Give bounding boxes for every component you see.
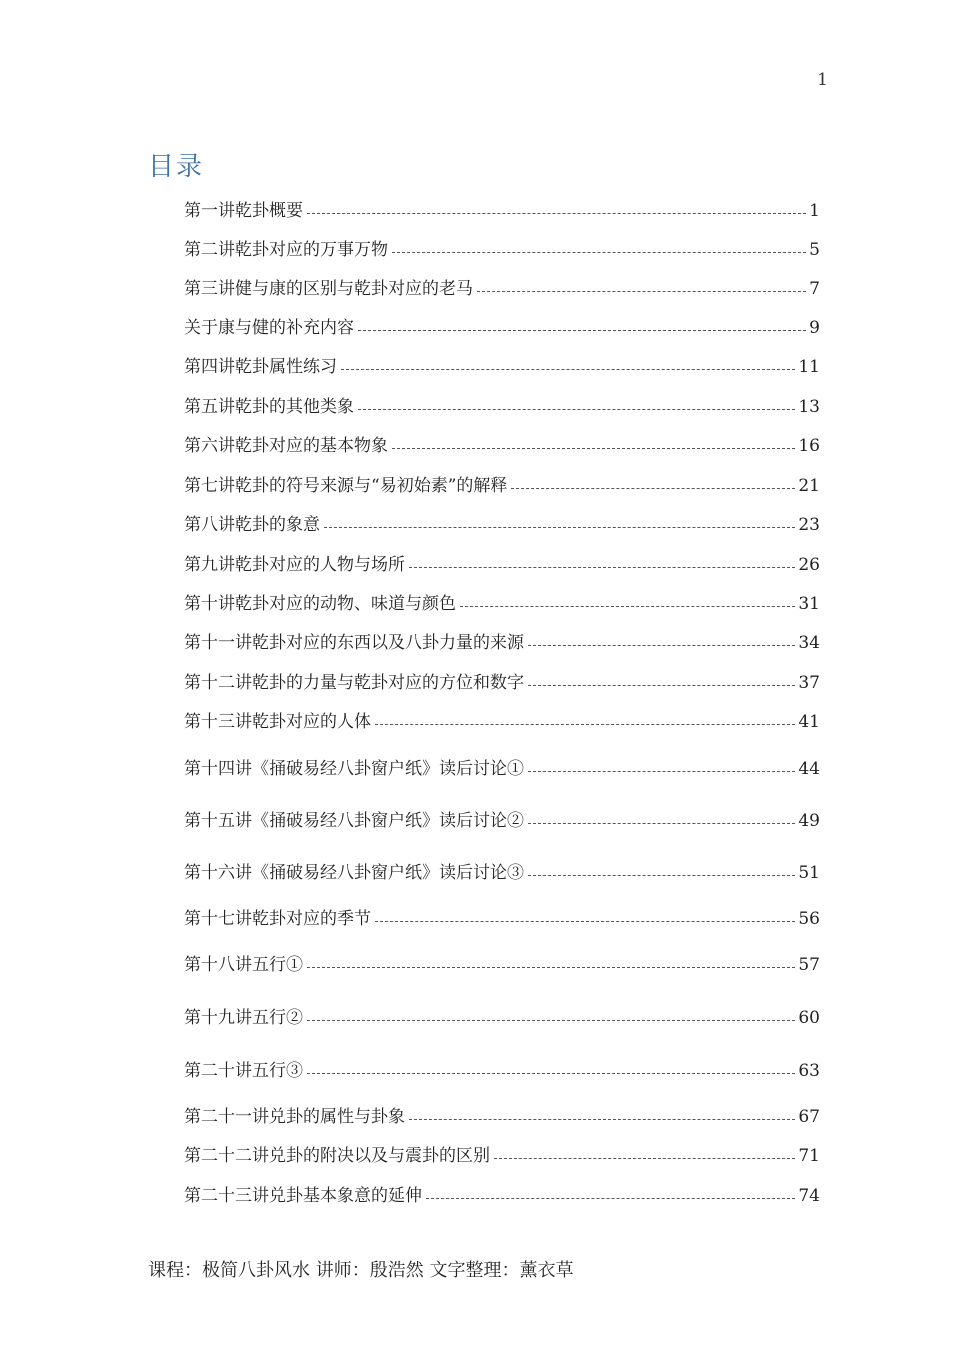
toc-entry-title: 第六讲乾卦对应的基本物象 (184, 436, 388, 456)
toc-dot-leader (528, 685, 795, 686)
toc-entry[interactable] (184, 1181, 820, 1207)
page-number: 1 (817, 70, 828, 90)
toc-entry[interactable] (184, 628, 820, 654)
toc-entry-title: 第一讲乾卦概要 (184, 201, 303, 221)
toc-entry[interactable] (184, 707, 820, 733)
toc-entry[interactable] (184, 471, 820, 497)
toc-entry-page-number: 51 (798, 863, 820, 883)
toc-dot-leader (324, 527, 795, 528)
toc-entry-page-number: 49 (798, 811, 820, 831)
toc-dot-leader (375, 921, 795, 922)
toc-entry-page-number: 71 (798, 1146, 820, 1166)
toc-dot-leader (307, 1073, 795, 1074)
toc-entry-page-number: 74 (798, 1186, 820, 1206)
toc-entry-title: 第八讲乾卦的象意 (184, 515, 320, 535)
toc-entry-page-number: 5 (809, 240, 820, 260)
toc-entry-title: 第十一讲乾卦对应的东西以及八卦力量的来源 (184, 633, 524, 653)
toc-entry-page-number: 1 (809, 201, 820, 221)
toc-entry-page-number: 56 (798, 909, 820, 929)
toc-dot-leader (341, 369, 795, 370)
toc-entry-title: 第十五讲《捅破易经八卦窗户纸》读后讨论➁ (184, 811, 524, 831)
toc-dot-leader (494, 1158, 795, 1159)
toc-entry[interactable] (184, 510, 820, 536)
toc-entry-title: 第十二讲乾卦的力量与乾卦对应的方位和数字 (184, 673, 524, 693)
toc-title: 目录 (148, 152, 205, 182)
toc-entry-page-number: 60 (798, 1008, 820, 1028)
toc-dot-leader (528, 823, 795, 824)
toc-entry-title: 第三讲健与康的区别与乾卦对应的老马 (184, 279, 473, 299)
toc-entry-title: 第四讲乾卦属性练习 (184, 357, 337, 377)
toc-entry-page-number: 16 (798, 436, 820, 456)
toc-entry-page-number: 34 (798, 633, 820, 653)
toc-dot-leader (307, 213, 806, 214)
toc-entry-title: 第十九讲五行➁ (184, 1008, 303, 1028)
toc-entry-page-number: 41 (798, 712, 820, 732)
toc-dot-leader (528, 771, 795, 772)
toc-dot-leader (528, 645, 795, 646)
toc-dot-leader (358, 409, 795, 410)
toc-entry[interactable] (184, 313, 820, 339)
toc-entry[interactable] (184, 352, 820, 378)
toc-entry-title: 第十六讲《捅破易经八卦窗户纸》读后讨论➂ (184, 863, 524, 883)
toc-entry[interactable] (184, 1102, 820, 1128)
toc-entry[interactable] (184, 235, 820, 261)
toc-entry-title: 第十讲乾卦对应的动物、味道与颜色 (184, 594, 456, 614)
toc-dot-leader (375, 724, 795, 725)
toc-entry-title: 第二十一讲兑卦的属性与卦象 (184, 1107, 405, 1127)
toc-entry-page-number: 13 (798, 397, 820, 417)
toc-dot-leader (392, 252, 806, 253)
toc-entry[interactable] (184, 392, 820, 418)
toc-entry-title: 关于康与健的补充内容 (184, 318, 354, 338)
toc-entry-page-number: 37 (798, 673, 820, 693)
toc-entry[interactable] (184, 904, 820, 930)
toc-dot-leader (528, 875, 795, 876)
toc-entry[interactable] (184, 754, 820, 780)
toc-entry[interactable] (184, 806, 820, 832)
toc-entry[interactable] (184, 431, 820, 457)
toc-dot-leader (426, 1198, 795, 1199)
toc-entry[interactable] (184, 274, 820, 300)
toc-dot-leader (307, 967, 795, 968)
toc-entry[interactable] (184, 1003, 820, 1029)
toc-dot-leader (511, 488, 795, 489)
toc-dot-leader (307, 1020, 795, 1021)
toc-dot-leader (409, 1119, 795, 1120)
toc-entry-title: 第二讲乾卦对应的万事万物 (184, 240, 388, 260)
toc-entry-title: 第二十二讲兑卦的附决以及与震卦的区别 (184, 1146, 490, 1166)
toc-entry-page-number: 9 (809, 318, 820, 338)
toc-entry[interactable] (184, 550, 820, 576)
toc-entry-title: 第七讲乾卦的符号来源与“易初始素”的解释 (184, 476, 508, 496)
toc-entry-title: 第二十三讲兑卦基本象意的延伸 (184, 1186, 422, 1206)
toc-entry-page-number: 57 (798, 955, 820, 975)
toc-entry-page-number: 44 (798, 759, 820, 779)
toc-entry[interactable] (184, 1141, 820, 1167)
toc-entry-page-number: 26 (798, 555, 820, 575)
toc-entry-page-number: 21 (798, 476, 820, 496)
toc-entry-page-number: 7 (809, 279, 820, 299)
toc-entry-title: 第九讲乾卦对应的人物与场所 (184, 555, 405, 575)
toc-entry-page-number: 67 (798, 1107, 820, 1127)
toc-entry-title: 第十四讲《捅破易经八卦窗户纸》读后讨论➀ (184, 759, 524, 779)
toc-dot-leader (477, 291, 806, 292)
toc-entry[interactable] (184, 950, 820, 976)
toc-entry-page-number: 63 (798, 1061, 820, 1081)
toc-entry-title: 第十三讲乾卦对应的人体 (184, 712, 371, 732)
toc-entry-title: 第二十讲五行➂ (184, 1061, 303, 1081)
toc-dot-leader (358, 330, 806, 331)
toc-entry[interactable] (184, 858, 820, 884)
toc-entry[interactable] (184, 196, 820, 222)
toc-dot-leader (392, 448, 795, 449)
toc-dot-leader (460, 606, 795, 607)
toc-entry-title: 第十七讲乾卦对应的季节 (184, 909, 371, 929)
toc-entry-page-number: 31 (798, 594, 820, 614)
toc-entry-page-number: 23 (798, 515, 820, 535)
course-credit-footer: 课程：极简八卦风水 讲师：殷浩然 文字整理：薰衣草 (148, 1260, 574, 1281)
toc-entry[interactable] (184, 668, 820, 694)
toc-entry-page-number: 11 (798, 357, 820, 377)
toc-entry[interactable] (184, 589, 820, 615)
toc-entry[interactable] (184, 1056, 820, 1082)
toc-entry-title: 第五讲乾卦的其他类象 (184, 397, 354, 417)
toc-dot-leader (409, 567, 795, 568)
toc-entry-title: 第十八讲五行➀ (184, 955, 303, 975)
